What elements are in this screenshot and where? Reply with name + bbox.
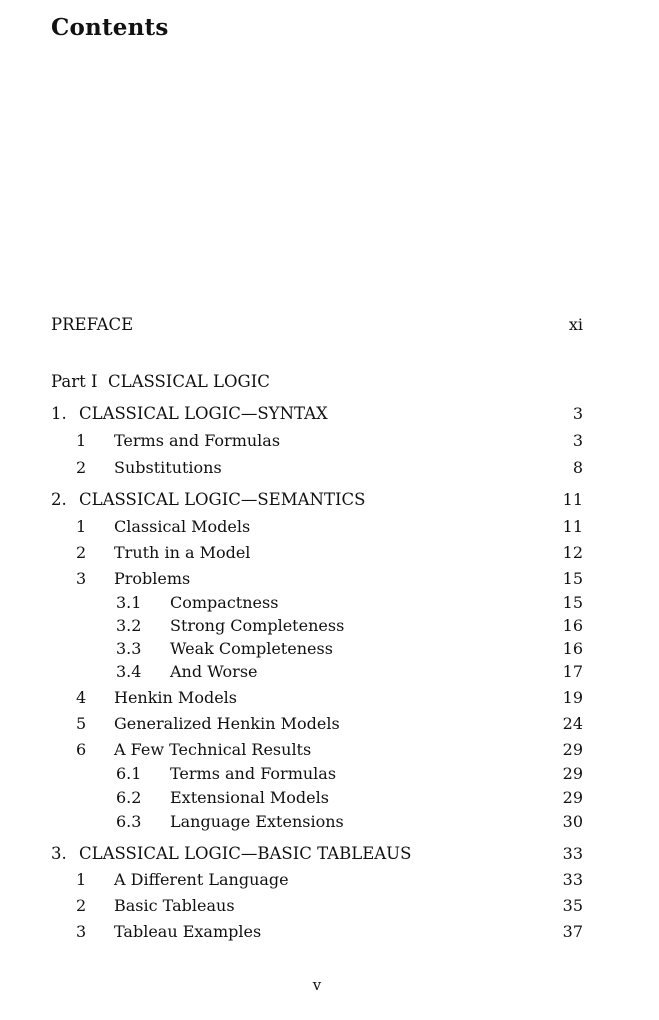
preface-page: xi: [568, 315, 583, 334]
subsection-number: 3.1: [116, 593, 142, 612]
section-page: 12: [562, 543, 583, 562]
section-entry[interactable]: [76, 432, 280, 450]
section-page: 19: [562, 688, 583, 707]
chapter-title: CLASSICAL LOGIC—BASIC TABLEAUS: [79, 844, 412, 863]
subsection-number: 3.4: [116, 662, 142, 681]
section-page: 11: [562, 517, 583, 536]
section-entry[interactable]: [76, 689, 237, 707]
subsection-title: Language Extensions: [170, 812, 344, 831]
subsection-entry[interactable]: [116, 789, 329, 807]
page-number-footer: v: [312, 976, 322, 994]
preface-entry[interactable]: [51, 316, 133, 334]
section-title: Substitutions: [114, 458, 222, 477]
page-title: Contents: [51, 14, 169, 41]
section-title: Classical Models: [114, 517, 251, 536]
subsection-page: 16: [562, 639, 583, 658]
section-entry[interactable]: [76, 715, 340, 733]
subsection-title: Terms and Formulas: [170, 764, 337, 783]
chapter-entry[interactable]: [51, 845, 411, 863]
chapter-title: CLASSICAL LOGIC—SEMANTICS: [79, 490, 366, 509]
subsection-title: Weak Completeness: [170, 639, 333, 658]
subsection-entry[interactable]: [116, 640, 333, 658]
subsection-page: 30: [562, 812, 583, 831]
chapter-page: 11: [562, 490, 583, 509]
subsection-page: 29: [562, 788, 583, 807]
subsection-number: 6.3: [116, 812, 142, 831]
section-title: A Few Technical Results: [114, 740, 312, 759]
subsection-entry[interactable]: [116, 663, 258, 681]
section-entry[interactable]: [76, 741, 311, 759]
subsection-number: 6.2: [116, 788, 142, 807]
subsection-entry[interactable]: [116, 617, 344, 635]
chapter-number: 1.: [51, 404, 67, 423]
subsection-entry[interactable]: [116, 594, 278, 612]
section-page: 29: [562, 740, 583, 759]
section-number: 3: [76, 569, 87, 588]
section-number: 2: [76, 543, 87, 562]
section-number: 1: [76, 870, 87, 889]
section-number: 4: [76, 688, 87, 707]
section-entry[interactable]: [76, 871, 289, 889]
section-entry[interactable]: [76, 570, 190, 588]
section-entry[interactable]: [76, 518, 250, 536]
section-page: 3: [572, 431, 583, 450]
chapter-page: 33: [562, 844, 583, 863]
section-entry[interactable]: [76, 459, 222, 477]
section-entry[interactable]: [76, 544, 250, 562]
subsection-title: And Worse: [170, 662, 258, 681]
preface-label: PREFACE: [51, 315, 134, 334]
section-page: 8: [572, 458, 583, 477]
part-heading: [51, 373, 270, 391]
subsection-page: 29: [562, 764, 583, 783]
section-title: Tableau Examples: [114, 922, 262, 941]
subsection-number: 3.3: [116, 639, 142, 658]
section-title: A Different Language: [114, 870, 289, 889]
subsection-page: 17: [562, 662, 583, 681]
chapter-title: CLASSICAL LOGIC—SYNTAX: [79, 404, 328, 423]
section-page: 15: [562, 569, 583, 588]
subsection-entry[interactable]: [116, 813, 344, 831]
subsection-page: 16: [562, 616, 583, 635]
chapter-number: 3.: [51, 844, 67, 863]
subsection-number: 3.2: [116, 616, 142, 635]
section-title: Henkin Models: [114, 688, 237, 707]
section-title: Truth in a Model: [114, 543, 251, 562]
section-entry[interactable]: [76, 897, 235, 915]
subsection-number: 6.1: [116, 764, 142, 783]
section-number: 2: [76, 458, 87, 477]
section-number: 1: [76, 431, 87, 450]
section-title: Generalized Henkin Models: [114, 714, 340, 733]
section-page: 33: [562, 870, 583, 889]
chapter-entry[interactable]: [51, 405, 328, 423]
section-title: Terms and Formulas: [114, 431, 281, 450]
section-page: 35: [562, 896, 583, 915]
subsection-title: Compactness: [170, 593, 279, 612]
chapter-number: 2.: [51, 490, 67, 509]
section-number: 5: [76, 714, 87, 733]
subsection-title: Extensional Models: [170, 788, 329, 807]
subsection-page: 15: [562, 593, 583, 612]
section-title: Basic Tableaus: [114, 896, 235, 915]
part-title: CLASSICAL LOGIC: [107, 372, 270, 391]
part-label: Part I: [51, 372, 98, 391]
subsection-title: Strong Completeness: [170, 616, 345, 635]
section-page: 37: [562, 922, 583, 941]
subsection-entry[interactable]: [116, 765, 336, 783]
section-number: 2: [76, 896, 87, 915]
section-number: 3: [76, 922, 87, 941]
section-number: 1: [76, 517, 87, 536]
section-number: 6: [76, 740, 87, 759]
chapter-page: 3: [572, 404, 583, 423]
section-title: Problems: [114, 569, 191, 588]
chapter-entry[interactable]: [51, 491, 365, 509]
section-entry[interactable]: [76, 923, 261, 941]
section-page: 24: [562, 714, 583, 733]
